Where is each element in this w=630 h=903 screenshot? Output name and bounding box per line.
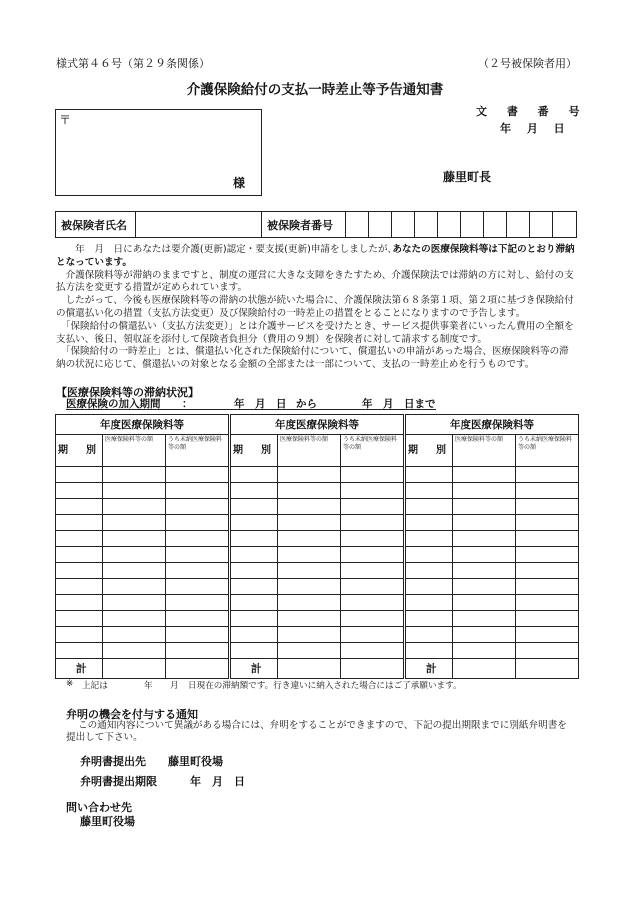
cell-period[interactable]: [231, 611, 278, 627]
total-unpaid[interactable]: [516, 659, 579, 679]
insured-info-row: [55, 211, 577, 238]
cell-amount[interactable]: [278, 499, 341, 515]
total-label: 計: [406, 659, 453, 679]
table-row: [231, 643, 404, 659]
notice-body: [56, 244, 578, 372]
cell-amount[interactable]: [278, 611, 341, 627]
cell-unpaid[interactable]: [516, 499, 579, 515]
cell-period[interactable]: [406, 515, 453, 531]
coverage-period-start: 年 月 日: [234, 398, 287, 410]
total-amount[interactable]: [278, 659, 341, 679]
table-row: [56, 627, 229, 643]
arrears-table: [405, 414, 579, 679]
cell-unpaid[interactable]: [516, 483, 579, 499]
cell-period[interactable]: [406, 499, 453, 515]
table-row: [231, 531, 404, 547]
col-unpaid-amount: うち未納医療保険料等の額: [341, 435, 404, 467]
cell-unpaid[interactable]: [516, 595, 579, 611]
table-row: [406, 547, 579, 563]
coverage-period: [66, 396, 436, 410]
cell-amount[interactable]: [103, 611, 166, 627]
table-row: [56, 643, 229, 659]
cell-unpaid[interactable]: [341, 627, 404, 643]
cell-period[interactable]: [56, 643, 103, 659]
col-unpaid-amount: うち未納医療保険料等の額: [166, 435, 229, 467]
table-row: [406, 595, 579, 611]
cell-unpaid[interactable]: [516, 643, 579, 659]
cell-period[interactable]: [56, 483, 103, 499]
cell-unpaid[interactable]: [166, 499, 229, 515]
cell-amount[interactable]: [453, 499, 516, 515]
cell-unpaid[interactable]: [341, 515, 404, 531]
cell-unpaid[interactable]: [166, 547, 229, 563]
cell-unpaid[interactable]: [341, 483, 404, 499]
coverage-period-colon: ：: [182, 398, 193, 410]
table-row: [56, 483, 229, 499]
cell-period[interactable]: [406, 547, 453, 563]
form-type: （２号被保険者用）: [478, 57, 577, 70]
table-row: [56, 579, 229, 595]
cell-unpaid[interactable]: [341, 531, 404, 547]
arrears-statement: あなたの医療保険料等は下記のとおり滞納となっています。: [56, 244, 575, 268]
cell-unpaid[interactable]: [166, 627, 229, 643]
cell-amount[interactable]: [453, 515, 516, 531]
cell-amount[interactable]: [103, 579, 166, 595]
table-row: [231, 579, 404, 595]
total-unpaid[interactable]: [166, 659, 229, 679]
table-row: [406, 483, 579, 499]
table-row: [406, 611, 579, 627]
cell-unpaid[interactable]: [341, 563, 404, 579]
insured-number-digit[interactable]: [415, 212, 438, 237]
table-row: [56, 515, 229, 531]
insured-number-digit[interactable]: [530, 212, 553, 237]
cell-amount[interactable]: [103, 563, 166, 579]
table-row: [406, 499, 579, 515]
cell-period[interactable]: [56, 611, 103, 627]
cell-unpaid[interactable]: [166, 595, 229, 611]
cell-amount[interactable]: [453, 579, 516, 595]
cell-unpaid[interactable]: [166, 643, 229, 659]
cell-period[interactable]: [231, 467, 278, 483]
insured-number-digit[interactable]: [553, 212, 575, 237]
table-row: [231, 611, 404, 627]
arrears-section-title: 【医療保険料等の滞納状況】: [56, 386, 199, 399]
cell-unpaid[interactable]: [166, 579, 229, 595]
contact-office: 藤里町役場: [80, 815, 135, 828]
cell-amount[interactable]: [103, 595, 166, 611]
cell-period[interactable]: [406, 611, 453, 627]
table-row: [56, 499, 229, 515]
cell-unpaid[interactable]: [166, 531, 229, 547]
cell-unpaid[interactable]: [516, 579, 579, 595]
cell-period[interactable]: [56, 515, 103, 531]
issue-date-label: 年 月 日: [500, 122, 571, 135]
page-title: 介護保険給付の支払一時差止等予告通知書: [186, 82, 444, 98]
total-label: 計: [231, 659, 278, 679]
insured-number-label: 被保険者番号: [262, 212, 346, 237]
fiscal-year-header: 年度医療保険料等: [56, 415, 229, 435]
total-row: [56, 659, 229, 679]
table-row: [406, 563, 579, 579]
table-row: [406, 643, 579, 659]
cell-period[interactable]: [56, 579, 103, 595]
total-amount[interactable]: [103, 659, 166, 679]
arrears-tables: [55, 414, 577, 674]
table-row: [231, 563, 404, 579]
arrears-table: [230, 414, 404, 679]
cell-amount[interactable]: [453, 563, 516, 579]
cell-period[interactable]: [406, 595, 453, 611]
cell-unpaid[interactable]: [516, 611, 579, 627]
cell-unpaid[interactable]: [166, 515, 229, 531]
contact-title: 問い合わせ先: [66, 801, 132, 814]
total-label: 計: [56, 659, 103, 679]
table-row: [406, 579, 579, 595]
cell-amount[interactable]: [278, 595, 341, 611]
cell-amount[interactable]: [453, 483, 516, 499]
cell-unpaid[interactable]: [341, 499, 404, 515]
cell-amount[interactable]: [103, 483, 166, 499]
cell-amount[interactable]: [453, 643, 516, 659]
cell-amount[interactable]: [453, 531, 516, 547]
insured-name-label: 被保険者氏名: [56, 212, 136, 237]
col-premium-amount: 医療保険料等の額: [103, 435, 166, 467]
postal-mark: 〒: [59, 113, 72, 127]
cell-amount[interactable]: [103, 531, 166, 547]
cell-amount[interactable]: [278, 627, 341, 643]
cell-period[interactable]: [56, 563, 103, 579]
cell-period[interactable]: [406, 643, 453, 659]
coverage-period-label: 医療保険の加入期間: [66, 398, 161, 410]
cell-period[interactable]: [406, 467, 453, 483]
notice-paragraph-5: 「保険給付の一時差止」とは、償還払い化された保険給付について、償還払いの申請があった場合、医療保険料等の滞納の状況に応じて、償還払いの対象となる金額の全部または一部について、支払の一時差止めを行うものです。: [56, 346, 569, 371]
notice-paragraph-3: したがって、今後も医療保険料等の滞納の状態が続いた場合に、介護保険法第６８条第１項、第２項に基づき保険給付の償還払い化の措置（支払方法変更）及び保険給付の一時差止の措置をとることになりますので予告します。: [56, 295, 574, 319]
explanation-title: 弁明の機会を付与する通知: [66, 708, 198, 721]
table-row: [231, 483, 404, 499]
cell-period[interactable]: [231, 547, 278, 563]
insured-number-digit[interactable]: [346, 212, 369, 237]
cell-amount[interactable]: [278, 467, 341, 483]
document-number-label: 文 書 番 号: [476, 105, 588, 118]
cell-period[interactable]: [406, 627, 453, 643]
insured-number-digit[interactable]: [369, 212, 392, 237]
col-unpaid-amount: うち未納医療保険料等の額: [516, 435, 579, 467]
address-box[interactable]: [55, 109, 262, 196]
notice-paragraph-1: 年 月 日にあなたは要介護(更新)認定・要支援(更新)申請をしましたが､あなたの医療保険料等は下記のとおり滞納となっています。: [56, 244, 575, 268]
form-number: 様式第４６号（第２９条関係）: [56, 57, 210, 70]
cell-unpaid[interactable]: [166, 611, 229, 627]
cell-unpaid[interactable]: [516, 563, 579, 579]
cell-amount[interactable]: [278, 579, 341, 595]
notice-paragraph-2: 介護保険料等が滞納のままですと、制度の運営に大きな支障をきたすため、介護保険法では滞納の方に対し、給付の支払方法を変更する措置が定められています。: [56, 269, 574, 294]
insured-number-digit[interactable]: [438, 212, 461, 237]
cell-unpaid[interactable]: [341, 643, 404, 659]
cell-amount[interactable]: [278, 547, 341, 563]
total-amount[interactable]: [453, 659, 516, 679]
insured-name-field[interactable]: [136, 212, 262, 237]
honorific-sama: 様: [233, 176, 246, 190]
table-row: [56, 611, 229, 627]
insured-number-digit[interactable]: [507, 212, 530, 237]
col-installment-period: 期 別: [231, 435, 278, 467]
cell-amount[interactable]: [103, 467, 166, 483]
issuer-name: 藤里町長: [443, 170, 492, 184]
coverage-period-end: 年 月 日まで: [362, 398, 436, 410]
cell-period[interactable]: [231, 579, 278, 595]
col-premium-amount: 医療保険料等の額: [278, 435, 341, 467]
cell-amount[interactable]: [103, 627, 166, 643]
explanation-deadline: 弁明書提出期限 年 月 日: [80, 775, 245, 788]
cell-period[interactable]: [56, 531, 103, 547]
cell-period[interactable]: [231, 595, 278, 611]
cell-amount[interactable]: [278, 563, 341, 579]
total-unpaid[interactable]: [341, 659, 404, 679]
fiscal-year-header: 年度医療保険料等: [406, 415, 579, 435]
table-row: [56, 531, 229, 547]
arrears-table: [55, 414, 229, 679]
table-row: [56, 563, 229, 579]
table-row: [56, 595, 229, 611]
cell-amount[interactable]: [453, 627, 516, 643]
col-premium-amount: 医療保険料等の額: [453, 435, 516, 467]
cell-amount[interactable]: [453, 547, 516, 563]
table-row: [56, 467, 229, 483]
insured-number-digit[interactable]: [392, 212, 415, 237]
cell-period[interactable]: [406, 531, 453, 547]
cell-amount[interactable]: [278, 483, 341, 499]
table-row: [231, 595, 404, 611]
table-row: [231, 627, 404, 643]
cell-amount[interactable]: [103, 499, 166, 515]
total-row: [231, 659, 404, 679]
cell-period[interactable]: [231, 531, 278, 547]
col-installment-period: 期 別: [406, 435, 453, 467]
table-row: [406, 515, 579, 531]
cell-period[interactable]: [406, 563, 453, 579]
total-row: [406, 659, 579, 679]
cell-amount[interactable]: [103, 643, 166, 659]
cell-unpaid[interactable]: [166, 483, 229, 499]
cell-period[interactable]: [231, 643, 278, 659]
col-installment-period: 期 別: [56, 435, 103, 467]
cell-unpaid[interactable]: [516, 467, 579, 483]
cell-amount[interactable]: [453, 611, 516, 627]
cell-unpaid[interactable]: [166, 467, 229, 483]
cell-unpaid[interactable]: [516, 531, 579, 547]
cell-unpaid[interactable]: [516, 515, 579, 531]
fiscal-year-header: 年度医療保険料等: [231, 415, 404, 435]
cell-period[interactable]: [231, 499, 278, 515]
cell-unpaid[interactable]: [166, 563, 229, 579]
cell-period[interactable]: [231, 515, 278, 531]
table-row: [231, 467, 404, 483]
table-row: [231, 499, 404, 515]
cell-amount[interactable]: [453, 467, 516, 483]
cell-amount[interactable]: [103, 515, 166, 531]
cell-unpaid[interactable]: [341, 579, 404, 595]
cell-unpaid[interactable]: [341, 595, 404, 611]
cell-amount[interactable]: [278, 531, 341, 547]
cell-period[interactable]: [56, 499, 103, 515]
cell-unpaid[interactable]: [516, 547, 579, 563]
cell-amount[interactable]: [278, 643, 341, 659]
coverage-period-from: から: [296, 398, 317, 410]
explanation-destination: 弁明書提出先 藤里町役場: [80, 755, 223, 768]
table-row: [406, 467, 579, 483]
cell-unpaid[interactable]: [341, 467, 404, 483]
cell-unpaid[interactable]: [341, 547, 404, 563]
cell-unpaid[interactable]: [341, 611, 404, 627]
cell-period[interactable]: [56, 595, 103, 611]
table-row: [406, 531, 579, 547]
cell-period[interactable]: [56, 547, 103, 563]
cell-unpaid[interactable]: [516, 627, 579, 643]
insured-number-digit[interactable]: [484, 212, 507, 237]
table-row: [231, 515, 404, 531]
cell-period[interactable]: [231, 563, 278, 579]
table-row: [56, 547, 229, 563]
table-row: [406, 627, 579, 643]
cell-period[interactable]: [406, 579, 453, 595]
cell-period[interactable]: [231, 483, 278, 499]
cell-amount[interactable]: [278, 515, 341, 531]
table-row: [231, 547, 404, 563]
cell-amount[interactable]: [103, 547, 166, 563]
cell-period[interactable]: [56, 627, 103, 643]
cell-period[interactable]: [56, 467, 103, 483]
cell-amount[interactable]: [453, 595, 516, 611]
notice-paragraph-4: 「保険給付の償還払い（支払方法変更）」とは介護サービスを受けたとき、サービス提供事業者にいったん費用の全額を支払い、後日、領収証を添付して保険者負担分（費用の９割）を保険者に対して請求する制度です。: [56, 320, 574, 345]
cell-period[interactable]: [231, 627, 278, 643]
cell-period[interactable]: [406, 483, 453, 499]
explanation-body: この通知内容について異議がある場合には、弁明をすることができますので、下記の提出期限までに別紙弁明書を提出して下さい。: [66, 720, 567, 743]
insured-number-digit[interactable]: [461, 212, 484, 237]
